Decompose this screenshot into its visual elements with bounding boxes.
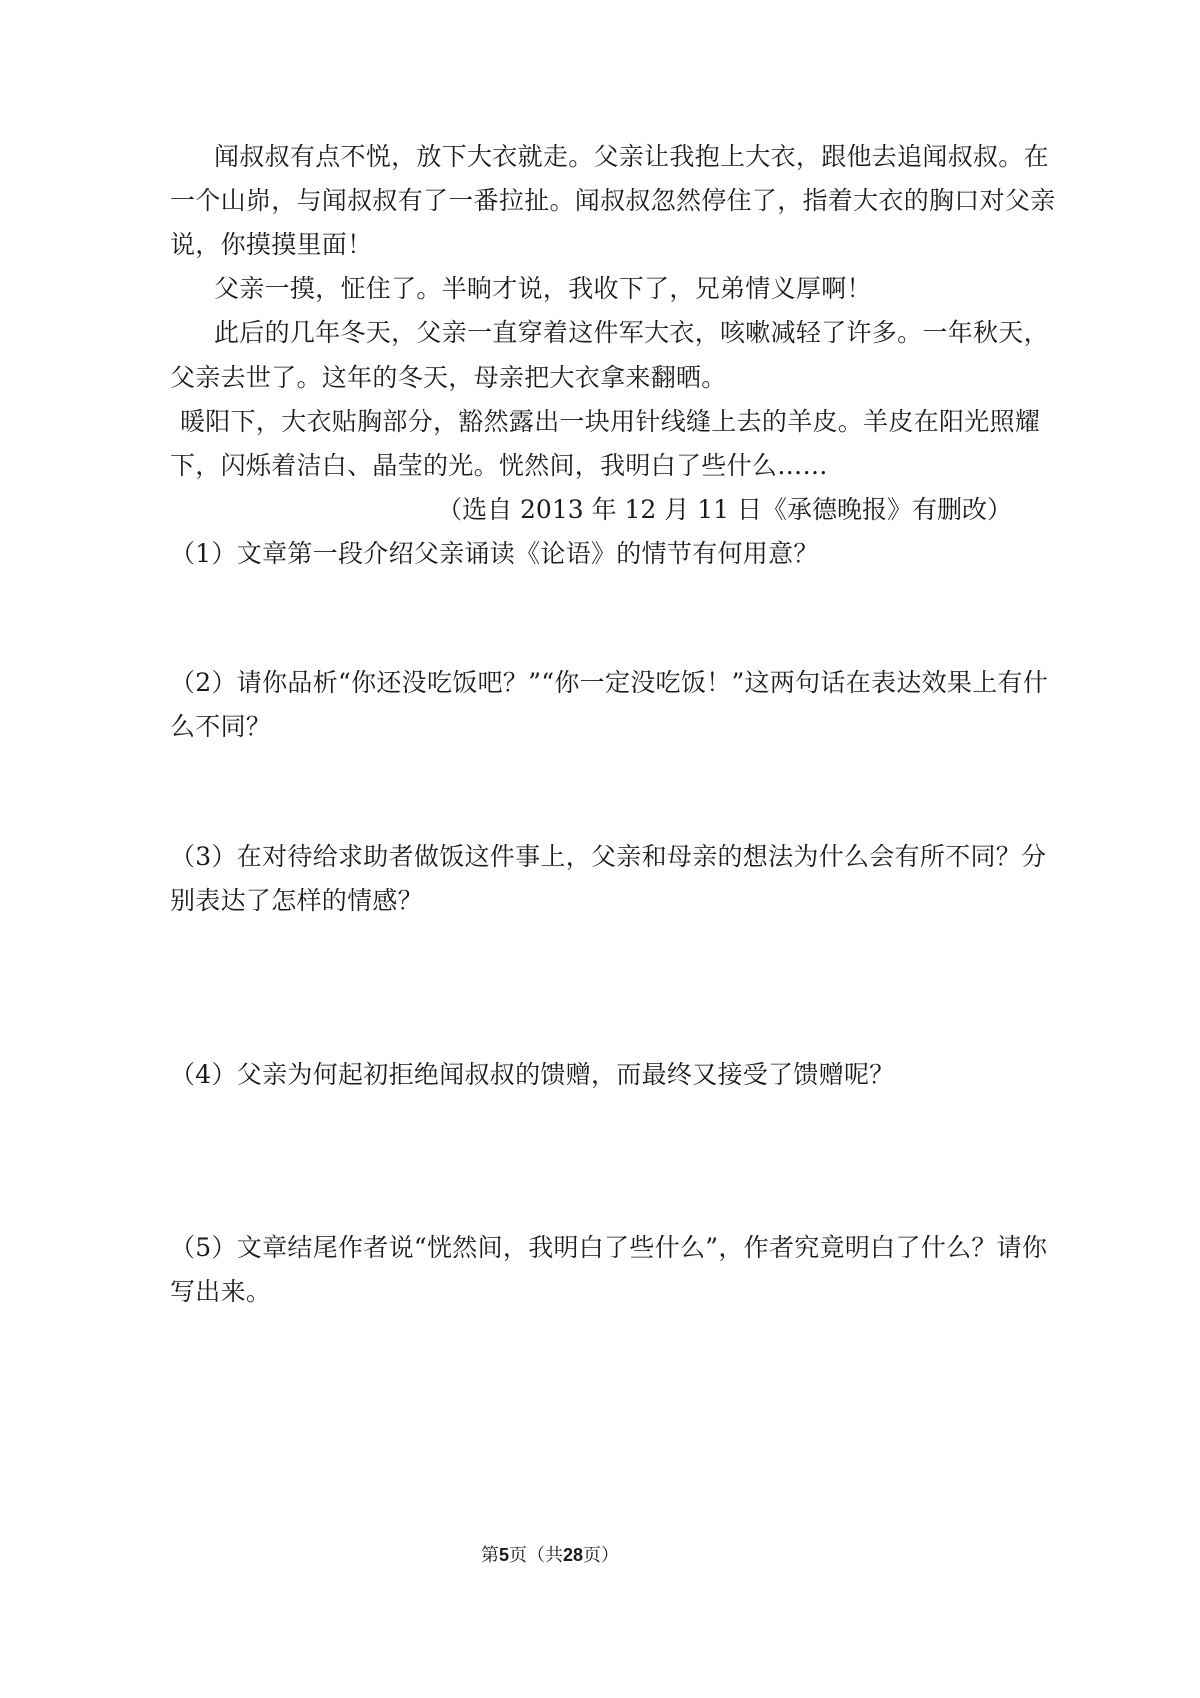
question-3-continued: 别表达了怎样的情感？: [170, 886, 424, 915]
footer-middle: 页（共: [508, 1545, 563, 1566]
passage-line: 一个山峁，与闻叔叔有了一番拉扯。闻叔叔忽然停住了，指着大衣的胸口对父亲: [170, 186, 1056, 215]
question-1: （1）文章第一段介绍父亲诵读《论语》的情节有何用意？: [170, 539, 819, 568]
question-5: （5）文章结尾作者说“恍然间，我明白了些什么”，作者究竟明白了什么？请你: [170, 1233, 1048, 1262]
passage-line: 说，你摸摸里面！: [170, 230, 373, 259]
question-3: （3）在对待给求助者做饭这件事上，父亲和母亲的想法为什么会有所不同？分: [170, 842, 1047, 871]
page-footer: [0, 1543, 1100, 1568]
current-page-number: 5: [498, 1545, 509, 1565]
passage-line: 下，闪烁着洁白、晶莹的光。恍然间，我明白了些什么……: [170, 451, 828, 480]
passage-line: 此后的几年冬天，父亲一直穿着这件军大衣，咳嗽减轻了许多。一年秋天，: [214, 318, 1049, 347]
passage-line: 暖阳下，大衣贴胸部分，豁然露出一块用针线缝上去的羊皮。羊皮在阳光照耀: [180, 407, 1041, 436]
source-citation: （选自 2013 年 12 月 11 日《承德晚报》有删改）: [437, 495, 1012, 524]
passage-line: 闻叔叔有点不悦，放下大衣就走。父亲让我抱上大衣，跟他去追闻叔叔。在: [214, 142, 1049, 171]
passage-line: 父亲去世了。这年的冬天，母亲把大衣拿来翻晒。: [170, 363, 727, 392]
question-2: （2）请你品析“你还没吃饭吧？”“你一定没吃饭！”这两句话在表达效果上有什: [170, 668, 1049, 697]
question-4: （4）父亲为何起初拒绝闻叔叔的馈赠，而最终又接受了馈赠呢？: [170, 1060, 895, 1089]
footer-suffix: 页）: [583, 1545, 620, 1566]
total-page-count: 28: [562, 1545, 584, 1565]
question-5-continued: 写出来。: [170, 1277, 272, 1306]
passage-line: 父亲一摸，怔住了。半晌才说，我收下了，兄弟情义厚啊！: [214, 274, 872, 303]
footer-prefix: 第: [480, 1545, 499, 1566]
question-2-continued: 么不同？: [170, 712, 272, 741]
